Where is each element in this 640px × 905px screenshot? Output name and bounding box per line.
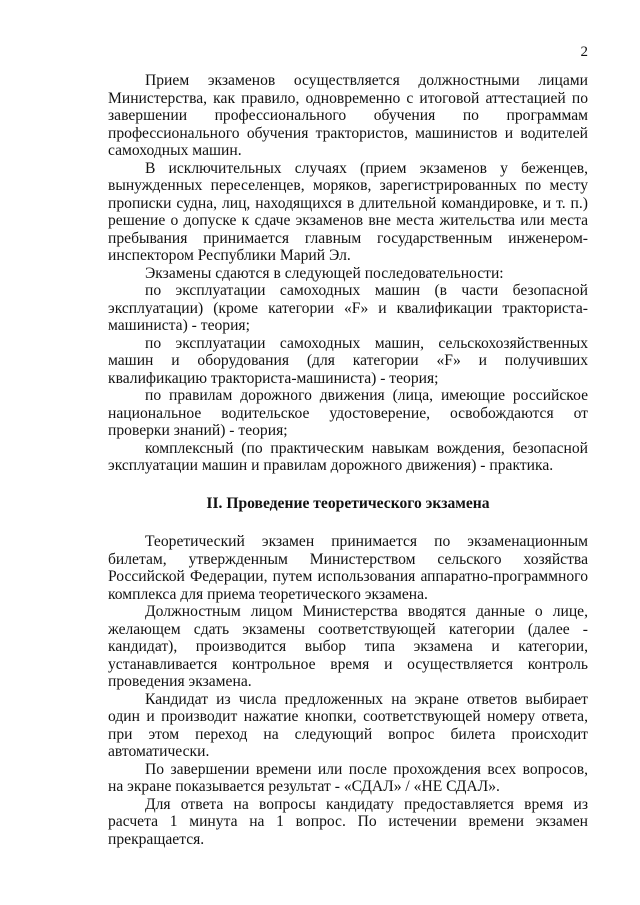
paragraph-time-limit: Для ответа на вопросы кандидату предоставляется время из расчета 1 минута на 1 вопрос. По истечении времени экзамен прекращается. <box>108 795 588 848</box>
paragraph-exam-acceptance: Прием экзаменов осуществляется должностными лицами Министерства, как правило, одновременно с итоговой аттестацией по завершении профессионального обучения по программам профессионального обучения трактористов, машинистов и водителей самоходных машин. <box>108 72 588 159</box>
paragraph-answer-selection: Кандидат из числа предложенных на экране ответов выбирает один и производит нажатие кнопки, соответствующей номеру ответа, при этом переход на следующий вопрос билета происходит автоматически. <box>108 690 588 760</box>
paragraph-candidate-data-entry: Должностным лицом Министерства вводятся данные о лице, желающем сдать экзамены соответствующей категории (далее - кандидат), производится выбор типа экзамена и категории, устанавливается контрольное время и осуществляется контроль проведения экзамена. <box>108 603 588 690</box>
page-number: 2 <box>580 44 588 60</box>
list-item-exam-practical: комплексный (по практическим навыкам вождения, безопасной эксплуатации машин и правилам дорожного движения) - практика. <box>108 439 588 474</box>
section-heading: II. Проведение теоретического экзамена <box>206 494 490 512</box>
paragraph-theory-exam-tickets: Теоретический экзамен принимается по экзаменационным билетам, утвержденным Министерством сельского хозяйства Российской Федерации, путем использования аппаратно-программного комплекса для приема теоретического экзамена. <box>108 533 588 603</box>
list-item-exam-traffic-rules-theory: по правилам дорожного движения (лица, имеющие российское национальное водительское удостоверение, освобождаются от проверки знаний) - теория; <box>108 387 588 439</box>
paragraph-exam-result: По завершении времени или после прохождения всех вопросов, на экране показывается результат - «СДАЛ» / «НЕ СДАЛ». <box>108 760 588 795</box>
list-item-exam-agricultural-theory: по эксплуатации самоходных машин, сельскохозяйственных машин и оборудования (для категории «F» и получивших квалификацию тракториста-машиниста) - теория; <box>108 334 588 387</box>
paragraph-exam-sequence-intro: Экзамены сдаются в следующей последовательности: <box>145 264 504 282</box>
paragraph-exceptional-cases: В исключительных случаях (прием экзаменов у беженцев, вынужденных переселенцев, моряков, зарегистрированных по месту прописки судна, лиц, находящихся в длительной командировке, и т. п.) решение о допуске к сдаче экзаменов вне места жительства или места пребывания принимается главным государственным инженером-инспектором Республики Марий Эл. <box>108 159 588 264</box>
list-item-exam-operation-theory: по эксплуатации самоходных машин (в части безопасной эксплуатации) (кроме категории «F» и квалификации тракториста-машиниста) - теория; <box>108 282 588 334</box>
document-body <box>108 72 588 848</box>
